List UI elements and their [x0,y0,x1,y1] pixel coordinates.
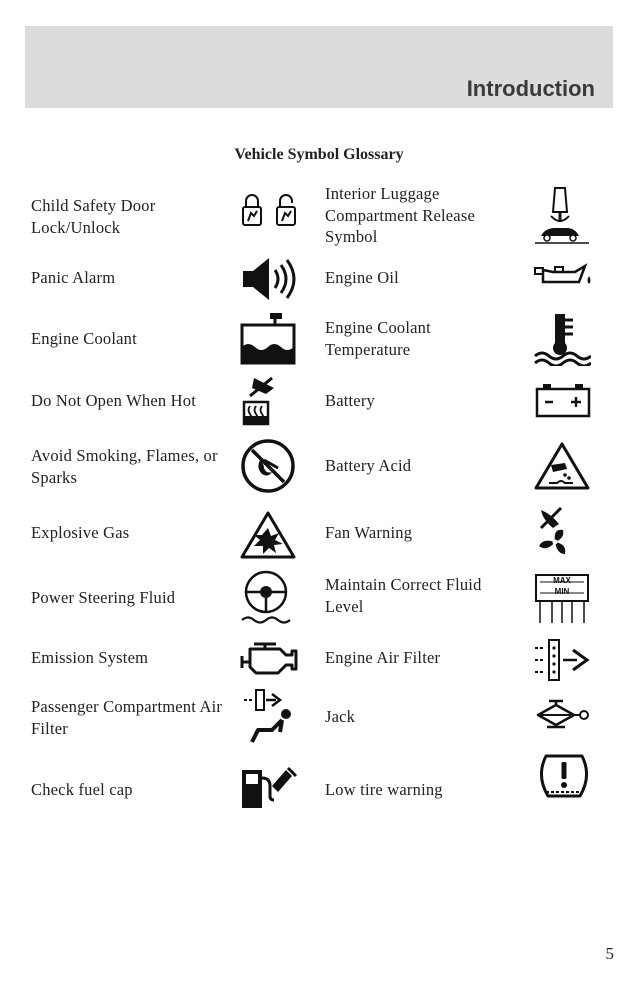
symbol-label: Battery Acid [325,456,412,475]
do-not-open-hot-icon [240,376,278,426]
symbol-label: Passenger Compartment Air Filter [31,697,223,738]
fuel-cap-icon [240,764,298,810]
symbol-label: Check fuel cap [31,780,133,799]
section-title: Introduction [466,76,595,101]
coolant-temperature-icon [533,312,591,366]
explosive-gas-icon [240,510,296,560]
jack-icon [533,697,593,731]
symbol-label: Power Steering Fluid [31,588,176,607]
symbol-label: Explosive Gas [31,523,130,542]
glossary-row [0,685,638,749]
fan-warning-icon [535,504,575,560]
symbol-label: Engine Oil [325,268,399,287]
engine-coolant-icon [240,311,296,365]
glossary-row [0,504,638,566]
glossary-row [0,429,638,503]
engine-air-filter-icon [533,638,591,682]
low-tire-warning-icon [536,750,592,802]
glossary-row [0,638,638,684]
symbol-label: Do Not Open When Hot [31,391,197,410]
symbol-label: Engine Air Filter [325,648,441,667]
symbol-label: Child Safety Door Lock/Unlock [31,196,156,237]
cabin-air-filter-icon [242,686,296,746]
glossary-row [0,567,638,637]
symbol-label: Fan Warning [325,523,413,542]
symbol-label: Engine Coolant [31,329,137,348]
no-smoking-icon [240,438,296,494]
battery-acid-icon [533,441,591,491]
symbol-label: Panic Alarm [31,268,116,287]
symbol-label: Avoid Smoking, Flames, or Sparks [31,446,218,487]
symbol-label: Emission System [31,648,149,667]
symbol-label: Low tire warning [325,780,443,799]
symbol-label: Maintain Correct Fluid Level [325,575,482,616]
glossary-title: Vehicle Symbol Glossary [234,146,404,163]
trunk-release-icon [533,186,591,246]
glossary-row [0,305,638,373]
symbol-label: Battery [325,391,375,410]
symbol-label: Interior Luggage Compartment Release Symbol [325,184,475,246]
engine-oil-icon [533,260,593,288]
panic-alarm-icon [241,256,297,302]
child-lock-icon [240,191,300,229]
power-steering-icon [240,570,296,628]
glossary-row [0,183,638,251]
section-header-band [25,26,613,108]
min-mark: MIN [554,587,570,596]
page-number: 5 [605,944,614,963]
glossary-row [0,252,638,304]
battery-icon [535,382,591,418]
symbol-label: Jack [325,707,356,726]
glossary-row [0,750,638,816]
emission-system-icon [240,640,300,680]
symbol-label: Engine Coolant Temperature [325,318,431,359]
glossary-row [0,374,638,428]
max-mark: MAX [553,576,571,585]
fluid-level-icon [534,573,590,629]
